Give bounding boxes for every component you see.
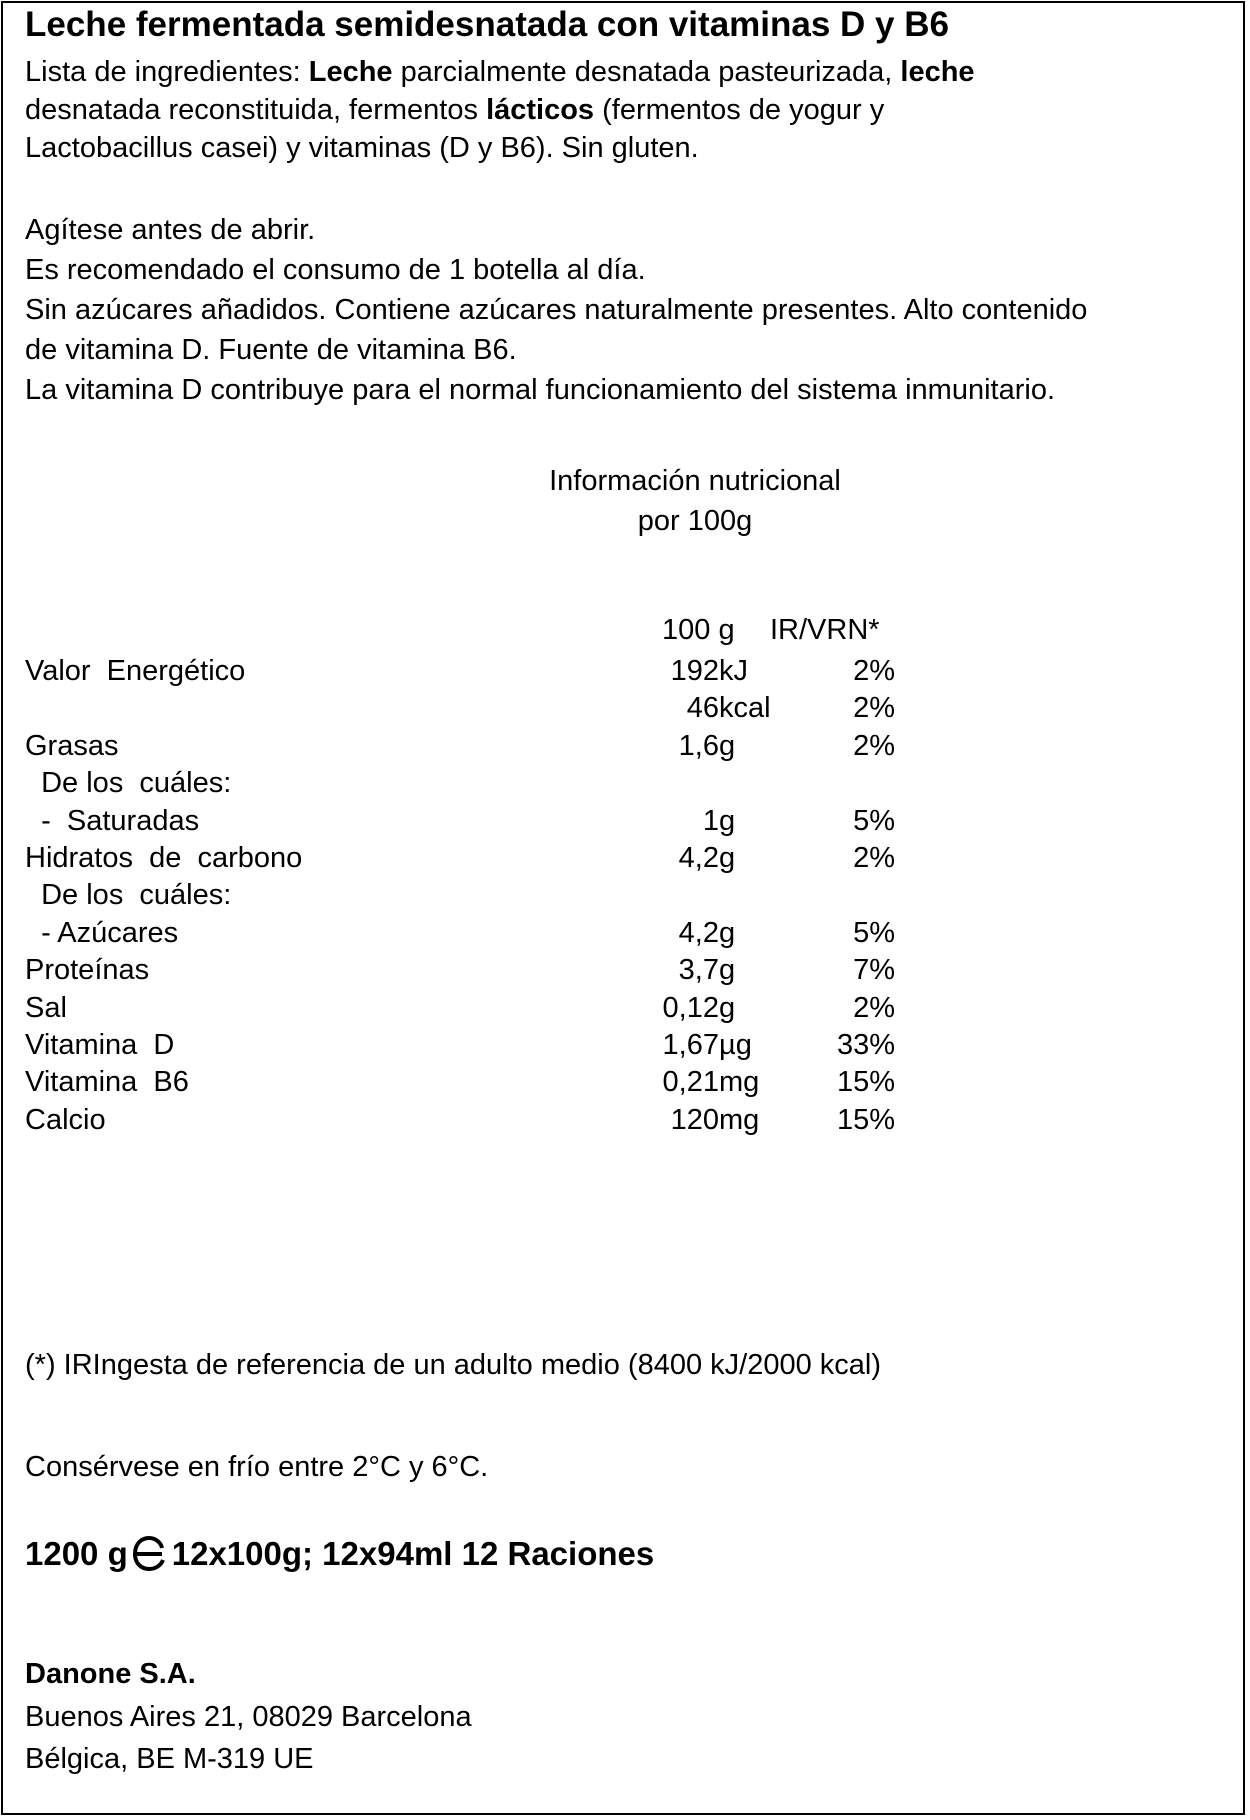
nutrient-unit: g [719,729,736,762]
nutrient-unit: kcal [719,692,771,725]
nutrient-value: 120 [670,1103,719,1136]
ingredients-line-2 [25,91,975,129]
nutrient-name: - Saturadas [25,804,200,837]
nutrient-name: Proteínas [25,954,150,987]
nutrient-unit: mg [719,1103,760,1136]
nutrition-table-header [0,612,1000,649]
ingredients-block [25,53,975,167]
nutrient-unit: g [719,991,736,1024]
ingredients-line-1 [25,53,975,91]
nutrient-reference-percent: 2% [853,655,895,687]
shake-note: Agítese antes de abrir. [25,214,316,246]
nutrient-value: 1,67 [662,1029,719,1061]
nutrition-row [0,653,1000,690]
company-address [25,1696,472,1780]
nutrient-unit: mg [719,1066,760,1099]
nutrition-row [0,1027,1000,1064]
nutrient-unit: g [719,804,736,837]
nutrient-name: Vitamina B6 [25,1066,189,1099]
nutrient-value: 46 [686,692,719,725]
nutrient-reference-percent: 5% [853,916,895,949]
nutrient-name: Valor Energético [25,655,246,687]
net-weight: 1200 g [25,1535,128,1572]
ingredient-text: Lista de ingredientes: [25,56,309,88]
nutrient-reference-percent: 2% [853,729,895,762]
ingredients-line-3 [25,129,975,167]
nutrient-name: De los cuáles: [25,767,232,800]
sugar-note-line-2: de vitamina D. Fuente de vitamina B6. [25,334,517,366]
nutrition-row [0,840,1000,877]
address-line-2: Bélgica, BE M-319 UE [25,1743,314,1775]
ingredient-text: desnatada reconstituida, fermentos [25,94,487,126]
nutrition-row [0,803,1000,840]
nutrient-unit: kJ [719,655,748,687]
nutrition-row [0,765,1000,802]
nutrient-value: 1,6 [678,729,719,762]
nutrition-row [0,1102,1000,1139]
nutrient-reference-percent: 33% [836,1029,895,1061]
nutrient-name: - Azúcares [25,916,179,949]
column-header-100g: 100 g [662,614,735,646]
package-details: 12x100g; 12x94ml 12 Raciones [171,1535,655,1572]
nutrition-row [0,728,1000,765]
ingredient-text: (fermentos de yogur y [594,94,885,126]
nutrient-name: Hidratos de carbono [25,842,303,874]
nutrient-reference-percent: 15% [836,1066,895,1099]
nutrition-row [0,915,1000,952]
nutrient-value: 0,12 [662,991,719,1024]
nutrient-unit: g [719,916,736,949]
product-title: Leche fermentada semidesnatada con vitaminas D y B6 [25,5,949,44]
ingredient-text: parcialmente desnatada pasteurizada, [392,56,901,88]
ingredient-highlight: Leche [308,56,393,88]
nutrient-reference-percent: 2% [853,842,895,874]
nutrient-name: Vitamina D [25,1029,175,1061]
nutrient-value: 4,2 [678,842,719,874]
ingredient-text: Lactobacillus casei) y vitaminas (D y B6). Sin gluten. [25,132,699,164]
address-line-1: Buenos Aires 21, 08029 Barcelona [25,1701,472,1733]
sugar-note-line-1: Sin azúcares añadidos. Contiene azúcares naturalmente presentes. Alto contenido [25,294,1088,326]
nutrient-name: Calcio [25,1103,106,1136]
nutrient-unit: g [719,954,736,987]
ingredient-highlight: leche [900,56,975,88]
column-header-ir: IR/VRN* [770,614,880,646]
recommend-note: Es recomendado el consumo de 1 botella al día. [25,254,646,286]
nutrient-value: 192 [670,655,719,687]
nutrient-reference-percent: 2% [853,991,895,1024]
nutrition-row [0,952,1000,989]
nutrient-reference-percent: 2% [853,692,895,725]
nutrient-reference-percent: 15% [836,1103,895,1136]
nutrition-heading [0,461,1250,541]
nutrition-heading-line-2: por 100g [637,505,753,537]
nutrient-name: Sal [25,991,67,1024]
nutrient-value: 4,2 [678,916,719,949]
nutrition-row [0,990,1000,1027]
nutrient-unit: µg [719,1029,752,1061]
nutrient-value: 1 [702,804,719,837]
estimated-sign-icon [130,1535,168,1571]
storage-instructions: Consérvese en frío entre 2°C y 6°C. [25,1451,489,1483]
quantity-line [25,1532,654,1576]
nutrition-row [0,690,1000,727]
nutrition-row [0,877,1000,914]
health-claim: La vitamina D contribuye para el normal funcionamiento del sistema inmunitario. [25,374,1056,406]
company-name: Danone S.A. [25,1658,196,1690]
nutrient-unit: g [719,842,736,874]
nutrient-value: 0,21 [662,1066,719,1099]
nutrient-name: Grasas [25,729,119,762]
ingredient-highlight: lácticos [486,94,595,126]
nutrition-heading-line-1: Información nutricional [549,465,841,497]
nutrient-reference-percent: 5% [853,804,895,837]
nutrition-row [0,1064,1000,1101]
footnote: (*) IRIngesta de referencia de un adulto medio (8400 kJ/2000 kcal) [25,1349,881,1381]
nutrient-value: 3,7 [678,954,719,987]
nutrient-reference-percent: 7% [853,954,895,987]
notes-block [25,210,1087,410]
nutrient-name: De los cuáles: [25,879,232,912]
